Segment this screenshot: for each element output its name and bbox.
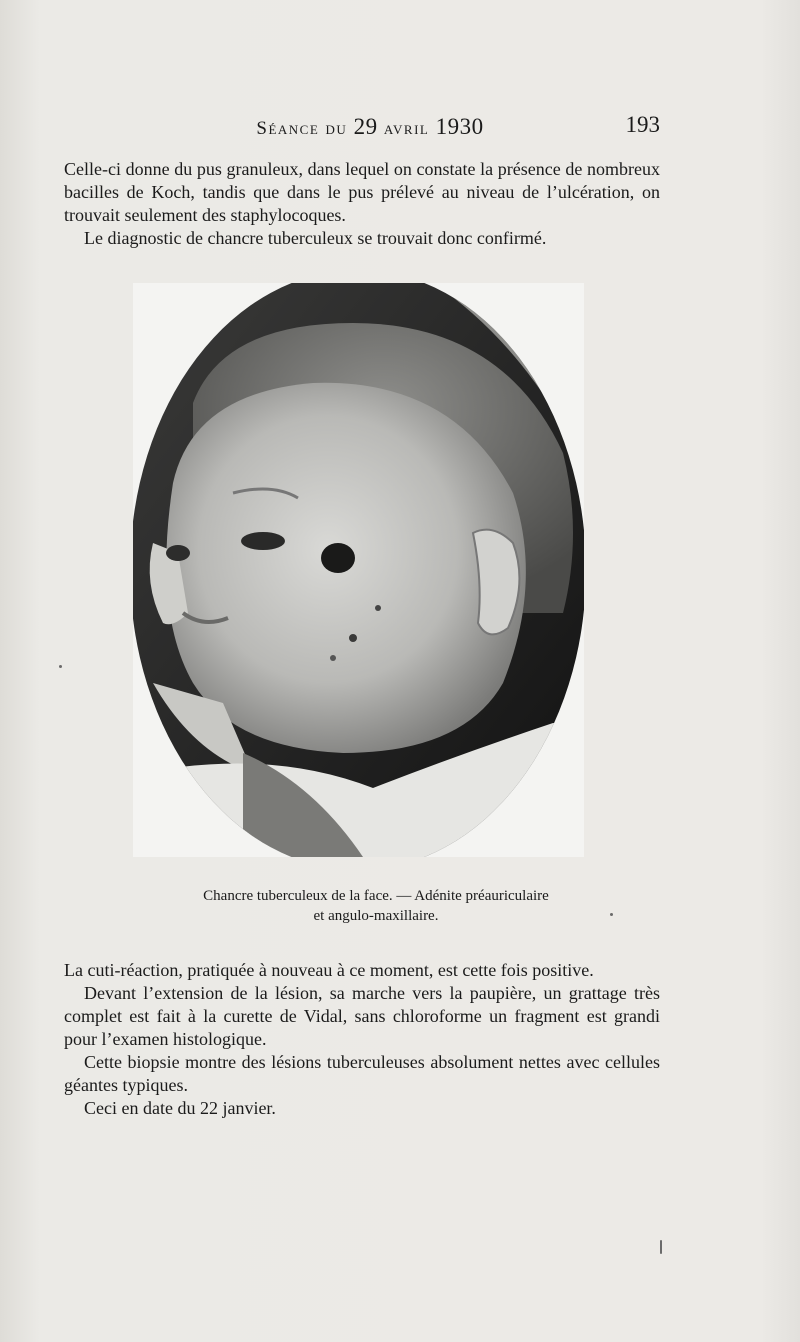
paragraph: Le diagnostic de chancre tuberculeux se trouvait donc confirmé. — [84, 228, 547, 248]
page-header — [80, 114, 660, 144]
paragraph: La cuti-réaction, pratiquée à nouveau à ce moment, est cette fois positive. — [64, 960, 594, 980]
text-block-top — [64, 158, 660, 250]
print-speck — [610, 913, 613, 916]
running-head-month: avril — [383, 118, 430, 139]
running-head — [80, 114, 660, 140]
paragraph: Ceci en date du 22 janvier. — [84, 1098, 276, 1118]
page-number: 193 — [625, 112, 660, 137]
paragraph: Celle-ci donne du pus granuleux, dans lequel on constate la présence de nombreux bacilles de Koch, tandis que dans le pus prélevé au niveau de l’ulcération, on trouvait seulement des staphylocoques. — [64, 159, 660, 225]
figure-caption — [96, 886, 656, 926]
paragraph: Devant l’extension de la lésion, sa marche vers la paupière, un grattage très complet est fait à la curette de Vidal, sans chloroforme un fragment est grandi pour l’examen histologique. — [64, 983, 660, 1049]
running-head-day: 29 — [353, 114, 378, 139]
print-speck — [59, 665, 62, 668]
running-head-prefix: Séance du — [256, 118, 348, 139]
photograph-image — [133, 283, 584, 857]
caption-line: et angulo-maxillaire. — [313, 908, 439, 924]
text-block-bottom — [64, 959, 660, 1120]
print-speck — [660, 1240, 662, 1254]
patient-photograph — [133, 283, 584, 857]
running-head-year: 1930 — [435, 114, 484, 139]
paragraph: Cette biopsie montre des lésions tuberculeuses absolument nettes avec cellules géantes typiques. — [64, 1052, 660, 1095]
caption-line: Chancre tuberculeux de la face. — Adénite préauriculaire — [203, 888, 549, 904]
